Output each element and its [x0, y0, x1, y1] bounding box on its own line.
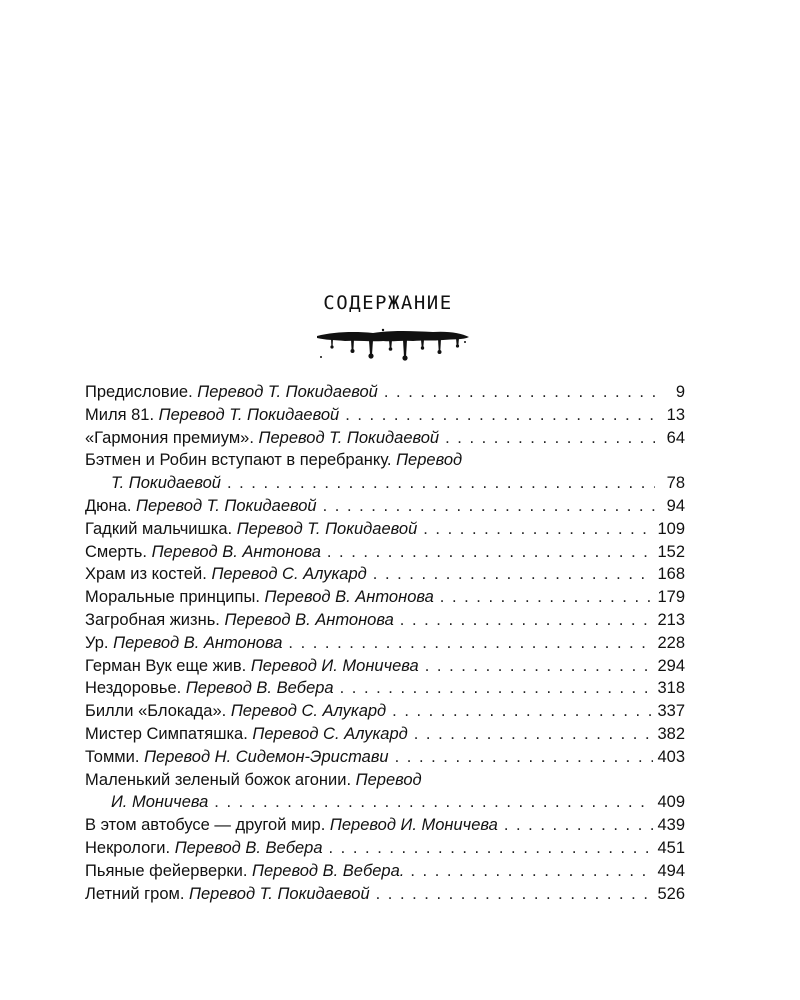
entry-page-number: 94 [666, 496, 685, 515]
entry-translator: Перевод Т. Покидаевой [258, 428, 440, 447]
entry-translator: Перевод В. Антонова [151, 542, 321, 561]
ink-splatter-ornament-icon [313, 326, 473, 362]
entry-translator: Перевод Т. Покидаевой [189, 884, 370, 903]
entry-translator: Перевод С. Алукард [252, 724, 408, 743]
entry-title: Томми. [85, 747, 140, 766]
toc-entry[interactable] [85, 609, 685, 632]
entry-title: Храм из костей. [85, 565, 207, 584]
entry-translator: Перевод Т. Покидаевой [158, 405, 340, 424]
toc-entry[interactable] [85, 723, 685, 746]
entry-page-number: 409 [657, 793, 685, 812]
entry-page-number: 179 [657, 588, 685, 607]
entry-page-number: 64 [666, 428, 685, 447]
entry-page-number: 9 [675, 383, 685, 401]
entry-page-number: 526 [657, 884, 685, 903]
entry-translator: Перевод В. Вебера [185, 679, 334, 698]
toc-entry[interactable] [85, 746, 685, 769]
entry-translator: Перевод В. Вебера. [252, 861, 405, 880]
entry-page-number: 403 [657, 747, 685, 766]
entry-title: Летний гром. [85, 884, 185, 903]
entry-page-number: 168 [657, 565, 685, 584]
toc-entry[interactable] [85, 381, 685, 404]
entry-translator: Перевод С. Алукард [211, 565, 367, 584]
dot-leader [373, 563, 654, 586]
toc-entry[interactable] [85, 518, 685, 541]
dot-leader [327, 541, 654, 564]
entry-page-number: 213 [657, 610, 685, 629]
toc-entry[interactable] [85, 883, 685, 906]
entry-page-number: 294 [657, 656, 685, 675]
dot-leader [340, 677, 654, 700]
toc-entry[interactable] [85, 563, 685, 586]
entry-title: Миля 81. [85, 405, 155, 424]
entry-title: Маленький зеленый божок агонии. [85, 770, 352, 789]
entry-page-number: 382 [657, 724, 685, 743]
entry-translator-part-2: И. Моничева [111, 793, 209, 812]
dot-leader [423, 518, 653, 541]
entry-translator: Перевод И. Моничева [329, 816, 498, 835]
dot-leader [345, 404, 655, 427]
entry-title: Некрологи. [85, 838, 171, 857]
dot-leader [392, 700, 653, 723]
toc-entry[interactable] [85, 449, 685, 495]
entry-translator: Перевод Т. Покидаевой [236, 519, 418, 538]
dot-leader [440, 586, 654, 609]
dot-leader [414, 723, 654, 746]
entry-translator-part-1: Перевод [396, 451, 463, 470]
dot-leader [376, 883, 654, 906]
entry-title: Гадкий мальчишка. [85, 519, 233, 538]
toc-entry[interactable] [85, 677, 685, 700]
dot-leader [384, 381, 655, 404]
dot-leader [227, 472, 655, 495]
entry-page-number: 318 [657, 679, 685, 698]
entry-title: Моральные принципы. [85, 588, 260, 607]
entry-page-number: 228 [657, 633, 685, 652]
dot-leader [445, 427, 655, 450]
entry-translator: Перевод И. Моничева [250, 656, 419, 675]
entry-page-number: 109 [657, 519, 685, 538]
entry-title: Мистер Симпатяшка. [85, 724, 248, 743]
dot-leader [329, 837, 654, 860]
entry-page-number: 451 [657, 838, 685, 857]
toc-entry[interactable] [85, 495, 685, 518]
dot-leader [410, 860, 653, 883]
dot-leader [288, 632, 653, 655]
contents-heading: СОДЕРЖАНИЕ [323, 292, 453, 314]
entry-translator: Перевод В. Антонова [113, 633, 283, 652]
entry-translator-part-1: Перевод [355, 770, 422, 789]
entry-title: Билли «Блокада». [85, 702, 227, 721]
entry-title: Смерть. [85, 542, 147, 561]
table-of-contents [85, 381, 685, 905]
entry-title: Ур. [85, 633, 109, 652]
toc-entry[interactable] [85, 632, 685, 655]
toc-entry[interactable] [85, 837, 685, 860]
dot-leader [323, 495, 655, 518]
entry-page-number: 494 [657, 861, 685, 880]
dot-leader [400, 609, 654, 632]
entry-page-number: 13 [666, 405, 685, 424]
toc-entry[interactable] [85, 586, 685, 609]
entry-translator: Перевод В. Вебера [174, 838, 323, 857]
entry-title: «Гармония премиум». [85, 428, 254, 447]
toc-entry[interactable] [85, 700, 685, 723]
toc-entry[interactable] [85, 769, 685, 815]
toc-entry[interactable] [85, 404, 685, 427]
entry-title: Бэтмен и Робин вступают в перебранку. [85, 451, 392, 470]
dot-leader [504, 814, 654, 837]
toc-entry[interactable] [85, 814, 685, 837]
toc-entry[interactable] [85, 860, 685, 883]
entry-translator: Перевод Т. Покидаевой [136, 496, 317, 515]
entry-translator: Перевод С. Алукард [230, 702, 387, 721]
entry-translator: Перевод В. Антонова [264, 588, 434, 607]
entry-translator: Перевод Т. Покидаевой [197, 383, 378, 401]
entry-page-number: 337 [657, 702, 685, 721]
entry-title: Нездоровье. [85, 679, 182, 698]
entry-title: Предисловие. [85, 383, 193, 401]
entry-title: Герман Вук еще жив. [85, 656, 247, 675]
entry-page-number: 152 [657, 542, 685, 561]
entry-title: Загробная жизнь. [85, 610, 220, 629]
entry-page-number: 78 [666, 474, 685, 493]
toc-entry[interactable] [85, 541, 685, 564]
dot-leader [395, 746, 654, 769]
entry-translator: Перевод Н. Сидемон-Эристави [144, 747, 389, 766]
entry-title: В этом автобусе — другой мир. [85, 816, 326, 835]
toc-entry[interactable] [85, 427, 685, 450]
entry-translator-part-2: Т. Покидаевой [111, 474, 221, 493]
entry-page-number: 439 [657, 816, 685, 835]
entry-title: Дюна. [85, 496, 132, 515]
entry-title: Пьяные фейерверки. [85, 861, 248, 880]
entry-translator: Перевод В. Антонова [224, 610, 394, 629]
dot-leader [425, 655, 654, 678]
toc-entry[interactable] [85, 655, 685, 678]
dot-leader [214, 791, 653, 814]
